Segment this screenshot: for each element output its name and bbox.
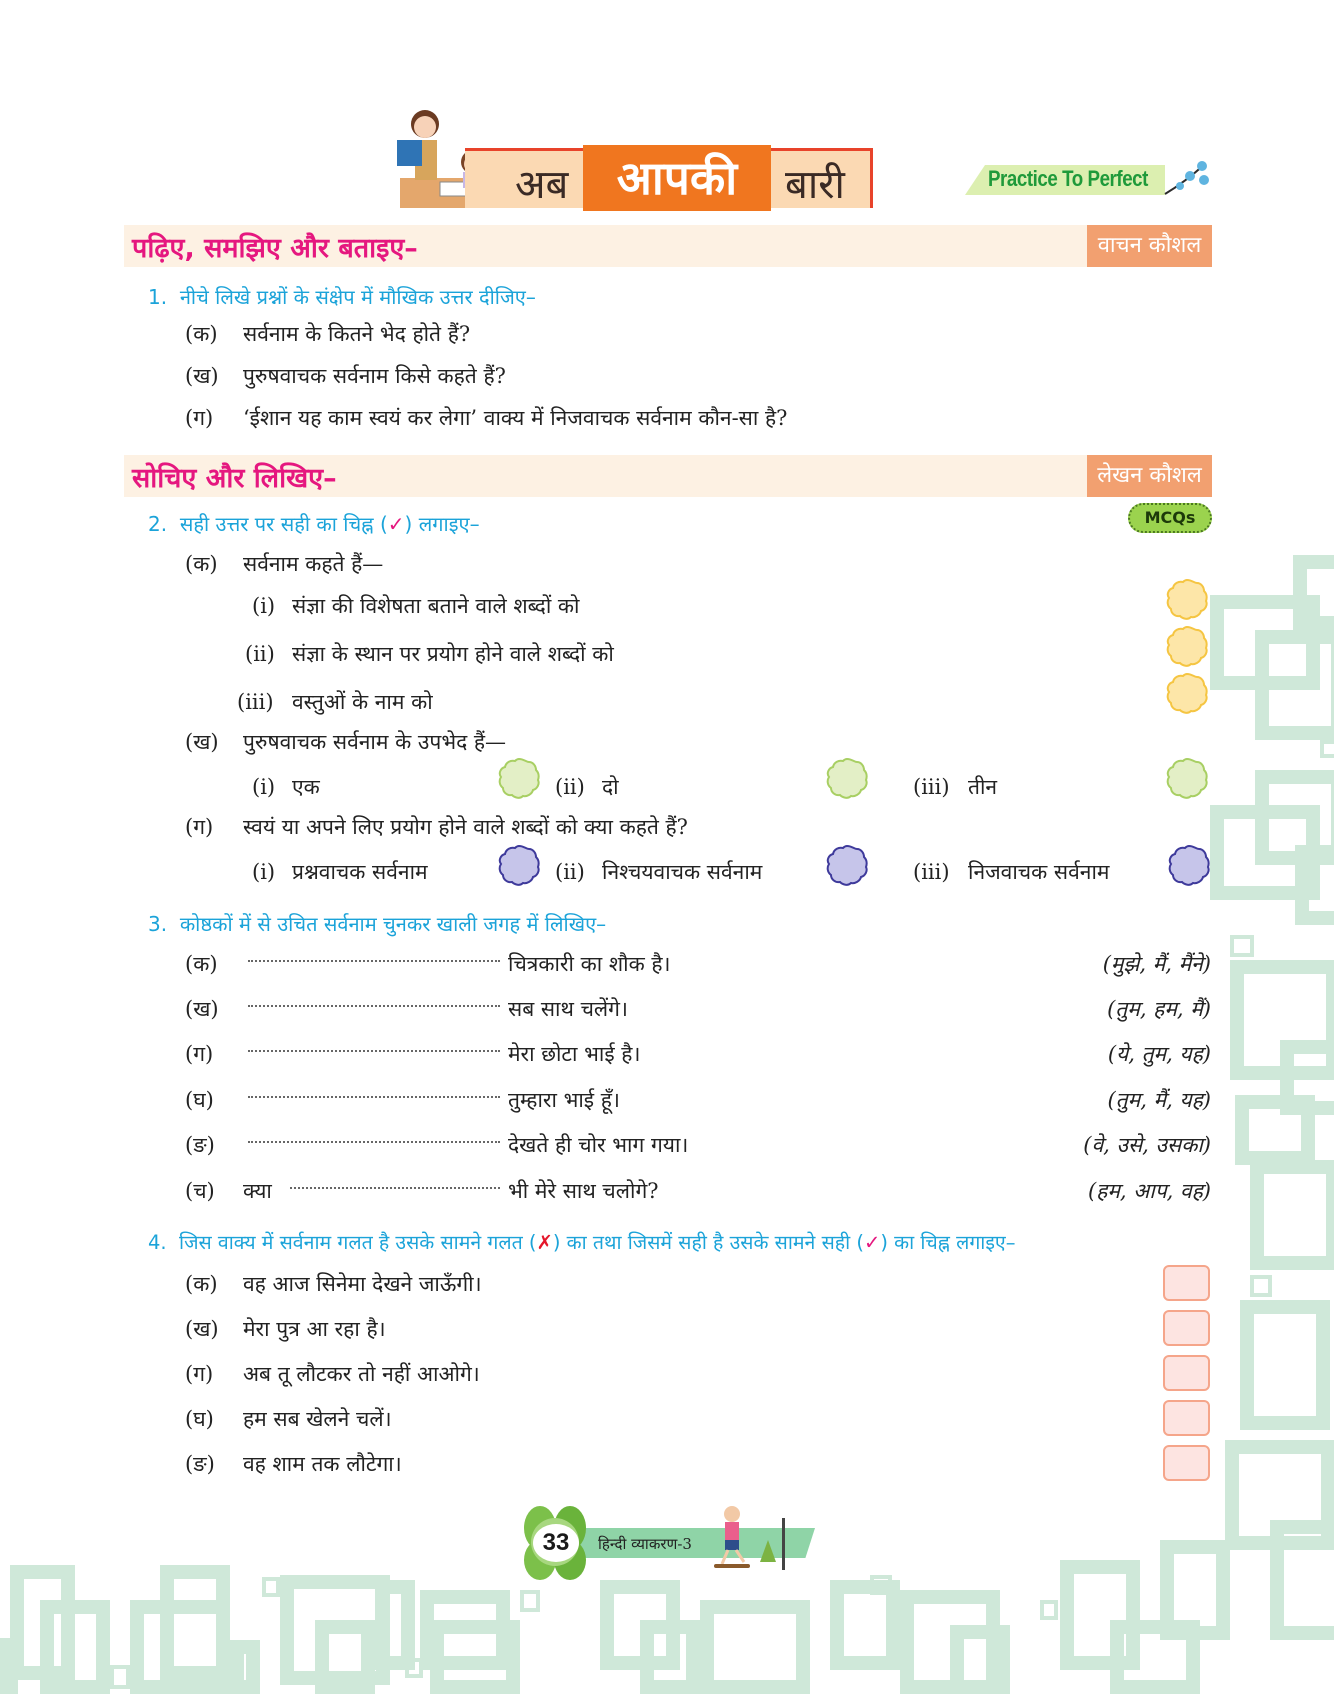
decor-square — [40, 1600, 110, 1694]
q4-item: (ङ) वह शाम तक लौटेगा। — [185, 1452, 402, 1476]
decor-square — [1160, 1540, 1230, 1640]
choices: (मुझे, मैं, मैंने) — [1102, 952, 1211, 976]
q2-option: (iii) तीन — [913, 775, 998, 799]
answer-bubble-green[interactable] — [497, 757, 541, 799]
q4-item: (क) वह आज सिनेमा देखने जाऊँगी। — [185, 1272, 482, 1296]
section-title-reading: पढ़िए, समझिए और बताइए– — [132, 233, 418, 264]
choices: (ये, तुम, यह) — [1107, 1042, 1211, 1066]
answer-bubble-purple[interactable] — [1167, 844, 1211, 886]
answer-box[interactable] — [1163, 1265, 1210, 1301]
q2-option: (i) प्रश्नवाचक सर्वनाम — [252, 860, 428, 884]
cross-icon: ✗ — [536, 1231, 553, 1254]
answer-box[interactable] — [1163, 1355, 1210, 1391]
header-banner — [395, 100, 880, 212]
decor-square — [430, 1620, 520, 1694]
fill-blank[interactable] — [248, 1141, 500, 1143]
answer-box[interactable] — [1163, 1310, 1210, 1346]
q2-option: (i) एक — [252, 775, 320, 799]
q4-item: (ग) अब तू लौटकर तो नहीं आओगे। — [185, 1362, 480, 1386]
q2-part-stem: (क) सर्वनाम कहते हैं— — [185, 552, 384, 576]
q1-item: (ख) पुरुषवाचक सर्वनाम किसे कहते हैं? — [185, 364, 506, 388]
mcq-badge: MCQs — [1128, 503, 1212, 533]
decor-square — [1320, 740, 1334, 758]
decor-square — [262, 1577, 280, 1597]
choices: (तुम, हम, मैं) — [1107, 997, 1211, 1021]
q2-option: (i) संज्ञा की विशेषता बताने वाले शब्दों को — [252, 594, 580, 618]
choices: (तुम, मैं, यह) — [1107, 1088, 1211, 1112]
q1-item: (क) सर्वनाम के कितने भेद होते हैं? — [185, 322, 471, 346]
answer-box[interactable] — [1163, 1400, 1210, 1436]
question-1-heading — [148, 283, 536, 310]
question-4-heading: 4. जिस वाक्य में सर्वनाम गलत है उसके सामने गलत (✗) का तथा जिसमें सही है उसके सामने सही (✓) का चिह्न लगाइए– — [148, 1231, 1016, 1254]
skill-tag-reading: वाचन कौशल — [1087, 225, 1212, 267]
decor-square — [1040, 1600, 1058, 1620]
decor-square — [1255, 630, 1334, 740]
q2-option: (ii) दो — [555, 775, 619, 799]
decor-square — [1295, 845, 1334, 925]
banner-prefix: अब — [515, 162, 569, 208]
q2-part-stem: (ग) स्वयं या अपने लिए प्रयोग होने वाले शब्दों को क्या कहते हैं? — [185, 815, 688, 839]
answer-bubble-green[interactable] — [825, 757, 869, 799]
fill-blank[interactable] — [248, 1096, 500, 1098]
decor-square — [520, 1590, 540, 1612]
decor-square — [1250, 1160, 1334, 1270]
question-number: 1. — [148, 285, 168, 309]
decor-square — [640, 1620, 700, 1694]
decor-square — [110, 1665, 130, 1689]
tick-icon: ✓ — [863, 1231, 881, 1254]
decor-square — [160, 1565, 230, 1680]
skill-tag-writing: लेखन कौशल — [1087, 455, 1212, 497]
q2-option: (ii) संज्ञा के स्थान पर प्रयोग होने वाले शब्दों को — [245, 642, 614, 666]
answer-bubble-yellow[interactable] — [1165, 672, 1209, 714]
q1-item: (ग) ‘ईशान यह काम स्वयं कर लेगा’ वाक्य में निजवाचक सर्वनाम कौन-सा है? — [185, 406, 788, 430]
decor-square — [1235, 1095, 1315, 1165]
q4-item: (ख) मेरा पुत्र आ रहा है। — [185, 1317, 386, 1341]
flower-icon — [1160, 158, 1210, 198]
fill-blank[interactable] — [290, 1187, 500, 1189]
decor-square — [1230, 935, 1254, 957]
banner-highlight: आपकी — [583, 145, 771, 211]
answer-bubble-purple[interactable] — [497, 844, 541, 886]
question-2-heading: 2. सही उत्तर पर सही का चिह्न (✓) लगाइए– — [148, 512, 480, 536]
answer-box[interactable] — [1163, 1445, 1210, 1481]
choices: (हम, आप, वह) — [1087, 1179, 1211, 1203]
choices: (वे, उसे, उसका) — [1083, 1133, 1211, 1157]
tagline: Practice To Perfect — [988, 166, 1148, 191]
decor-square — [315, 1620, 375, 1694]
decor-square — [375, 1580, 415, 1670]
answer-bubble-yellow[interactable] — [1165, 625, 1209, 667]
decor-square — [1250, 1275, 1272, 1297]
decor-square — [870, 1575, 892, 1595]
q4-item: (घ) हम सब खेलने चलें। — [185, 1407, 392, 1431]
page-number: 33 — [533, 1524, 579, 1562]
decor-square — [1270, 1520, 1334, 1640]
answer-bubble-yellow[interactable] — [1165, 578, 1209, 620]
decor-square — [405, 1658, 423, 1678]
skateboarder-illustration — [710, 1500, 790, 1575]
answer-bubble-purple[interactable] — [825, 844, 869, 886]
question-text: नीचे लिखे प्रश्नों के संक्षेप में मौखिक उत्तर दीजिए– — [179, 285, 536, 309]
banner-suffix: बारी — [785, 162, 845, 208]
q2-option: (ii) निश्चयवाचक सर्वनाम — [555, 860, 763, 884]
decor-square — [700, 1600, 810, 1694]
fill-blank[interactable] — [248, 1005, 500, 1007]
q2-option: (iii) निजवाचक सर्वनाम — [913, 860, 1110, 884]
book-title: हिन्दी व्याकरण-3 — [598, 1535, 692, 1553]
section-title-writing: सोचिए और लिखिए– — [132, 463, 337, 494]
fill-blank[interactable] — [248, 1050, 500, 1052]
q2-option: (iii) वस्तुओं के नाम को — [237, 690, 433, 714]
decor-square — [230, 1640, 260, 1694]
fill-blank[interactable] — [248, 960, 500, 962]
question-3-heading: 3. कोष्ठकों में से उचित सर्वनाम चुनकर खाली जगह में लिखिए– — [148, 912, 607, 936]
decor-square — [1240, 1300, 1330, 1430]
q2-part-stem: (ख) पुरुषवाचक सर्वनाम के उपभेद हैं— — [185, 730, 507, 754]
decor-square — [950, 1625, 1010, 1694]
answer-bubble-green[interactable] — [1165, 757, 1209, 799]
tick-icon: ✓ — [387, 512, 405, 536]
